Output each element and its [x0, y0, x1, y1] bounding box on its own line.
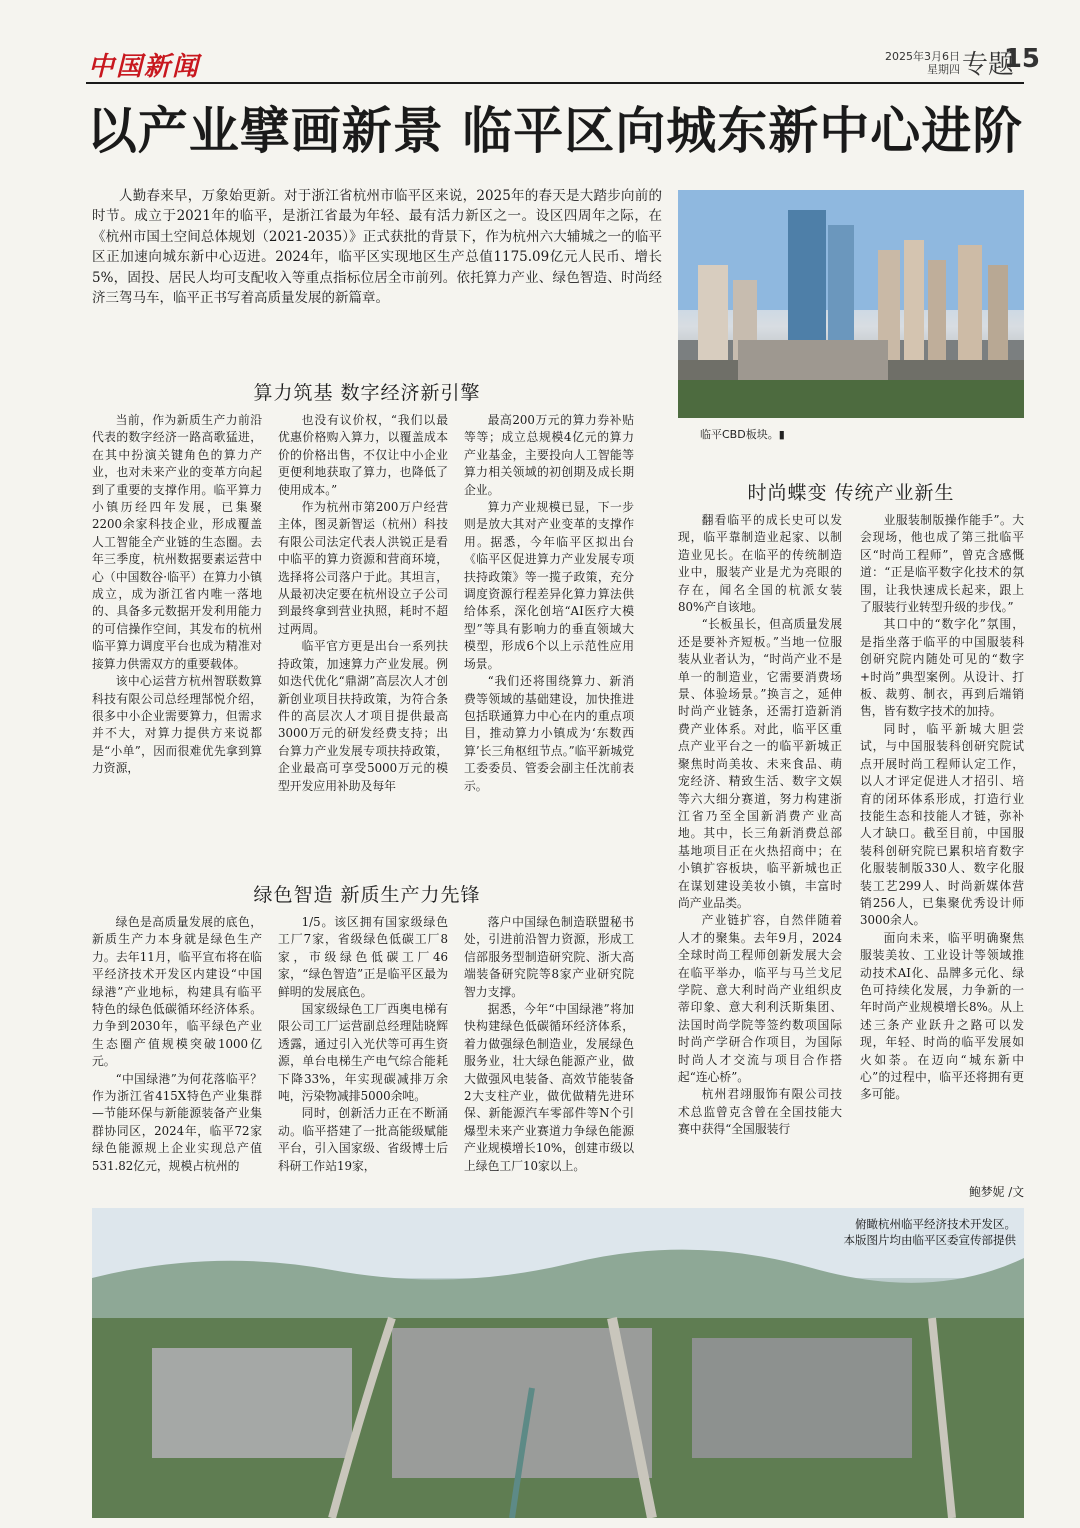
paragraph: 该中心运营方杭州智联数算科技有限公司总经理郜悦介绍，很多中小企业需要算力，但需求并不大，对算力提供方来说都是“小单”，因而很难优先拿到算力资源， — [92, 674, 262, 776]
section1-title: 算力筑基 数字经济新引擎 — [253, 382, 481, 404]
section3-col1 — [678, 512, 842, 1202]
paragraph: 杭州君翊服饰有限公司技术总监曾克含曾在全国技能大赛中获得“全国服装行 — [678, 1087, 842, 1137]
aerial-landscape-illustration — [92, 1208, 1024, 1518]
page-number: 15 — [1003, 44, 1040, 74]
paragraph: 同时，创新活力正在不断涌动。临平搭建了一批高能级赋能平台，引入国家级、省级博士后科研工作站19家， — [278, 1106, 448, 1173]
section2-title: 绿色智造 新质生产力先锋 — [253, 884, 481, 906]
byline: 鲍梦妮 /文 — [969, 1185, 1024, 1199]
paragraph: 业服装制版操作能手”。大会现场，他也成了第三批临平区“时尚工程师”，曾克含感慨道：“正是临平数字化技术的氛围，让我快速成长起来，跟上了服装行业转型升级的步伐。” — [860, 513, 1024, 615]
paragraph: 也没有议价权，“我们以最优惠价格购入算力，以覆盖成本价的价格出售，不仅让中小企业更便利地获取了算力，也降低了使用成本。” — [278, 413, 448, 497]
dateline — [885, 50, 960, 76]
paragraph: 面向未来，临平明确聚焦服装美妆、工业设计等领域推动技术AI化、品牌多元化、绿色可持续化发展，力争新的一年时尚产业规模增长8%。从上述三条产业跃升之路可以发现，年轻、时尚的临平发展如火如荼。在迈向“城东新中心”的过程中，临平还将拥有更多可能。 — [860, 930, 1024, 1102]
section3-title: 时尚蝶变 传统产业新生 — [747, 482, 955, 504]
aerial-photo — [92, 1208, 1024, 1518]
cbd-photo — [678, 190, 1024, 418]
aerial-caption-line2: 本版图片均由临平区委宣传部提供 — [843, 1233, 1016, 1247]
section-label: 专题 — [961, 50, 1014, 80]
masthead-logo: 中国新闻 — [88, 52, 201, 82]
paragraph: 国家级绿色工厂西奥电梯有限公司工厂运营副总经理陆晓辉透露，通过引入光伏等可再生资源，单台电梯生产电气综合能耗下降33%，年实现碳减排万余吨，污染物减排5000余吨。 — [278, 1002, 448, 1104]
top-rule — [86, 82, 1024, 84]
paragraph: 临平官方更是出台一系列扶持政策，加速算力产业发展。例如迭代优化“鼎湖”高层次人才创新创业项目扶持政策，为符合条件的高层次人才项目提供最高3000万元的研发经费支持；出台算力产业发展专项扶持政策，企业最高可享受5000万元的模型开发应用补助及每年 — [278, 639, 448, 793]
section1-col3 — [464, 412, 634, 882]
section2-col1 — [92, 914, 262, 1204]
intro-paragraph: 人勤春来早，万象始更新。对于浙江省杭州市临平区来说，2025年的春天是大踏步向前的时节。成立于2021年的临平，是浙江省最为年轻、最有活力新区之一。设区四周年之际，在《杭州市国土空间总体规划（2021-2035）》正式获批的背景下，作为杭州六大辅城之一的临平区正加速向城东新中心迈进。2024年，临平区实现地区生产总值1175.09亿元人民币、增长5%，固投、居民人均可支配收入等重点指标位居全市前列。依托算力产业、绿色智造、时尚经济三驾马车，临平正书写着高质量发展的新篇章。 — [92, 188, 662, 307]
paragraph: 绿色是高质量发展的底色，新质生产力本身就是绿色生产力。去年11月，临平宣布将在临平经济技术开发区内建设“中国绿港”产业地标，构建具有临平特色的绿色低碳循环经济体系。力争到2030年，临平绿色产业生态圈产值规模突破1000亿元。 — [92, 915, 262, 1069]
aerial-photo-caption — [844, 1216, 1017, 1248]
paragraph: “中国绿港”为何花落临平？作为浙江省415X特色产业集群—节能环保与新能源装备产业集群协同区，2024年，临平72家绿色能源规上企业实现总产值531.82亿元，规模占杭州的 — [92, 1071, 262, 1173]
headline: 以产业擘画新景 临平区向城东新中心进阶 — [86, 102, 1024, 160]
paragraph: 1/5。该区拥有国家级绿色工厂7家，省级绿色低碳工厂8家，市级绿色低碳工厂46家，“绿色智造”正是临平区最为鲜明的发展底色。 — [278, 915, 448, 999]
cbd-photo-caption: 临平CBD板块。▮ — [700, 428, 785, 441]
weekday-text: 星期四 — [927, 63, 960, 76]
paragraph: “长板虽长，但高质量发展还是要补齐短板。”当地一位服装从业者认为，“时尚产业不是单一的制造业，它需要消费场景、体验场景。”换言之，延伸时尚产业链条，还需打造新消费产业体系。对此，临平区重点产业平台之一的临平新城正聚焦时尚美妆、未来食品、萌宠经济、精致生活、数字文娱等六大细分赛道，努力构建浙江省乃至全国新消费产业高地。其中，长三角新消费总部基地项目正在火热招商中；在小镇扩容板块，临平新城也正在谋划建设美妆小镇，丰富时尚产业品类。 — [678, 617, 842, 910]
paragraph: 翻看临平的成长史可以发现，临平靠制造业起家、以制造业见长。在临平的传统制造业中，服装产业是尤为亮眼的存在，闻名全国的杭派女装80%产自该地。 — [678, 513, 842, 615]
paragraph: 同时，临平新城大胆尝试，与中国服装科创研究院试点开展时尚工程师认定工作，以人才评定促进人才招引、培育的闭环体系形成，打造行业技能生态和技能人才链，弥补人才缺口。截至目前，中国服装科创研究院已累积培育数字化服装制版330人、数字化服装工艺299人、时尚新媒体营销256人，已集聚优秀设计师3000余人。 — [860, 721, 1024, 928]
section2-col3 — [464, 914, 634, 1204]
paragraph: 算力产业规模已显，下一步则是放大其对产业变革的支撑作用。据悉，今年临平区拟出台《临平区促进算力产业发展专项扶持政策》等一揽子政策，充分调度资源行程差异化算力算法供给体系，深化创培“AI医疗大模型”等具有影响力的垂直领域大模型，形成6个以上示范性应用场景。 — [464, 500, 634, 671]
cbd-skyline-illustration — [678, 190, 1024, 418]
paragraph: 最高200万元的算力券补贴等等；成立总规模4亿元的算力产业基金，主要投向人工智能等算力相关领域的初创期及成长期企业。 — [464, 413, 634, 497]
paragraph: 据悉，今年“中国绿港”将加快构建绿色低碳循环经济体系，着力做强绿色制造业，发展绿色服务业，壮大绿色能源产业，做大做强风电装备、高效节能装备2大支柱产业，做优做精先进环保、新能源汽车零部件等N个引爆型未来产业赛道力争绿色能源产业规模增长10%，创建市级以上绿色工厂10家以上。 — [464, 1002, 634, 1173]
section1-col1 — [92, 412, 262, 882]
paragraph: “我们还将围绕算力、新消费等领域的基础建设，加快推进包括联通算力中心在内的重点项目，推动算力小镇成为‘东数西算’长三角枢纽节点。”临平新城党工委委员、管委会副主任沈前表示。 — [464, 674, 634, 793]
date-text: 2025年3月6日 — [885, 50, 960, 63]
aerial-caption-line1: 俯瞰杭州临平经济技术开发区。 — [855, 1217, 1016, 1231]
section2-col2 — [278, 914, 448, 1204]
paragraph: 其口中的“数字化”氛围，是指坐落于临平的中国服装科创研究院内随处可见的“数字+时尚”典型案例。从设计、打板、裁剪、制衣，再到后端销售，皆有数字技术的加持。 — [860, 617, 1024, 719]
paragraph: 作为杭州市第200万户经营主体，图灵新智运（杭州）科技有限公司法定代表人洪锐正是看中临平的算力资源和营商环境，选择将公司落户于此。其坦言，从最初决定要在杭州设立子公司到最终拿到营业执照，耗时不超过两周。 — [278, 500, 448, 636]
paragraph: 当前，作为新质生产力前沿代表的数字经济一路高歌猛进，在其中扮演关键角色的算力产业，也对未来产业的变革方向起到了重要的支撑作用。临平算力小镇历经四年发展，已集聚2200余家科技企业，形成覆盖人工智能全产业链的生态圈。去年三季度，杭州数据要素运营中心（中国数谷·临平）在算力小镇成立，成为浙江省内唯一落地的、具备多元数据开发利用能力的可信操作空间，其发布的杭州临平算力调度平台也成为精准对接算力供需双方的重要载体。 — [92, 413, 262, 671]
section3-col2 — [860, 512, 1024, 1182]
paragraph: 产业链扩容，自然伴随着人才的聚集。去年9月，2024全球时尚工程师创新发展大会在临平举办，临平与马兰戈尼学院、意大利时尚产业组织皮蒂印象、意大利利沃斯集团、法国时尚学院等签约数项国际时尚产学研合作项目，为国际时尚人才交流与项目合作搭起“连心桥”。 — [678, 913, 842, 1084]
paragraph: 落户中国绿色制造联盟秘书处，引进前沿智力资源，形成工信部服务型制造研究院、浙大高端装备研究院等8家产业研究院智力支撑。 — [464, 915, 634, 999]
section1-col2 — [278, 412, 448, 882]
